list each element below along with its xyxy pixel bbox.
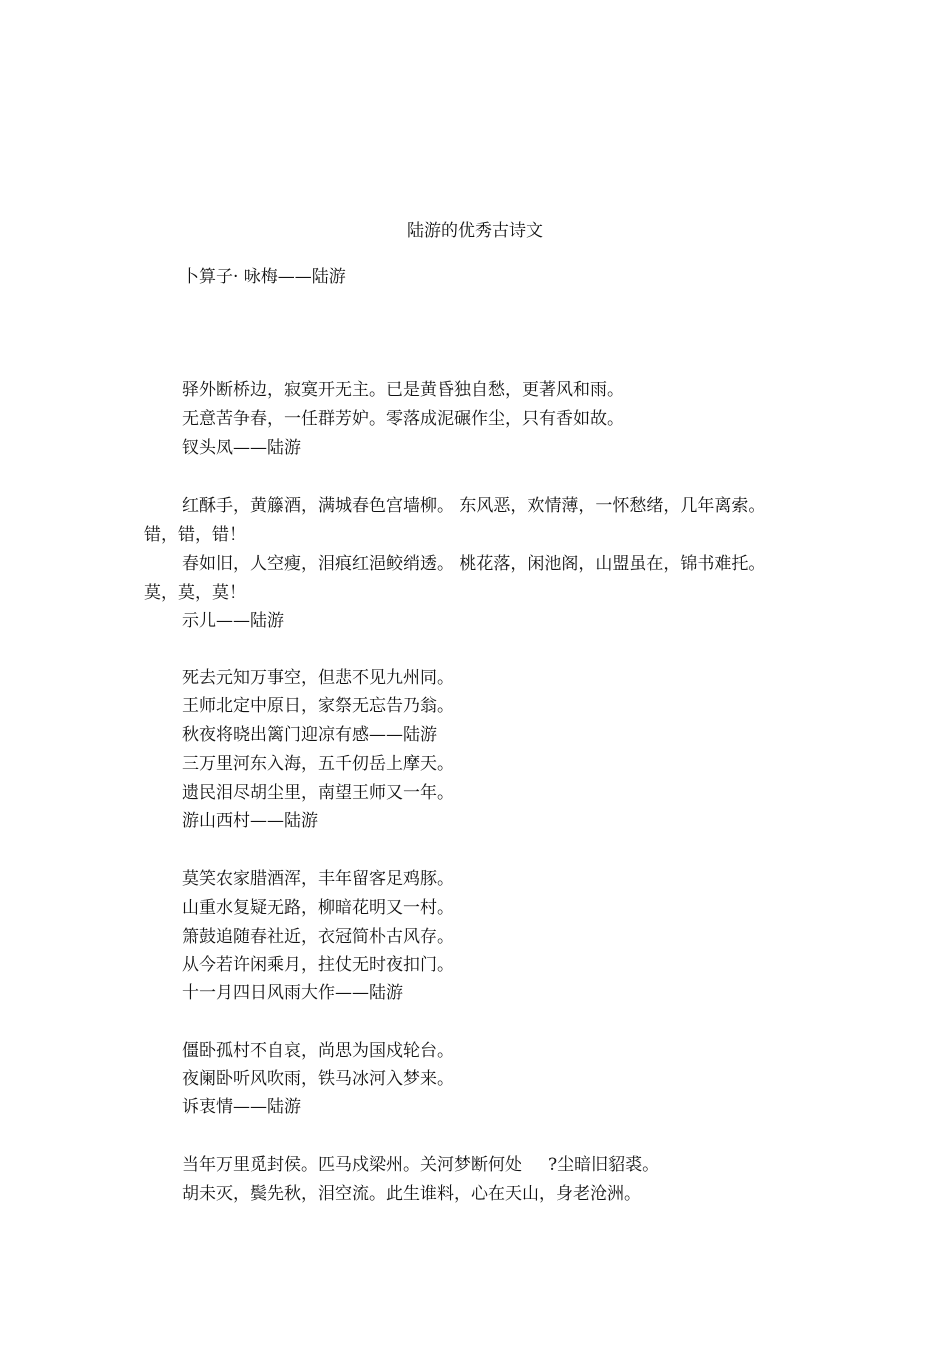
poem-line-continued: 莫，莫，莫！ (144, 583, 246, 603)
poem-line: 驿外断桥边，寂寞开无主。已是黄昏独自愁，更著风和雨。 (182, 380, 624, 400)
poem-line: 死去元知万事空，但悲不见九州同。 (182, 668, 454, 688)
poem-heading-buxuanzi: 卜算子· 咏梅——陆游 (182, 267, 346, 287)
poem-heading-youshanxicun: 游山西村——陆游 (182, 811, 318, 831)
poem-heading-chaitoufeng: 钗头凤——陆游 (182, 438, 301, 458)
poem-line: 无意苦争春，一任群芳妒。零落成泥碾作尘，只有香如故。 (182, 409, 624, 429)
poem-heading-suzhongqing: 诉衷情——陆游 (182, 1097, 301, 1117)
poem-line: 夜阑卧听风吹雨，铁马冰河入梦来。 (182, 1069, 454, 1089)
poem-line: 僵卧孤村不自哀，尚思为国戍轮台。 (182, 1041, 454, 1061)
poem-line: 莫笑农家腊酒浑，丰年留客足鸡豚。 (182, 869, 454, 889)
poem-line: 王师北定中原日，家祭无忘告乃翁。 (182, 696, 454, 716)
poem-heading-shiyiyue: 十一月四日风雨大作——陆游 (182, 983, 403, 1003)
document-title: 陆游的优秀古诗文 (407, 221, 543, 241)
poem-heading-shier: 示儿——陆游 (182, 611, 284, 631)
poem-line: 遗民泪尽胡尘里，南望王师又一年。 (182, 783, 454, 803)
poem-line: 红酥手，黄籐酒，满城春色宫墙柳。 东风恶，欢情薄，一怀愁绪，几年离索。 (182, 496, 766, 516)
poem-line: 春如旧，人空瘦，泪痕红浥鲛绡透。 桃花落，闲池阁，山盟虽在，锦书难托。 (182, 554, 766, 574)
poem-line: 三万里河东入海，五千仞岳上摩天。 (182, 754, 454, 774)
poem-line-part (182, 1152, 659, 1178)
poem-line: 从今若许闲乘月，拄仗无时夜扣门。 (182, 955, 454, 975)
poem-line: 山重水复疑无路，柳暗花明又一村。 (182, 898, 454, 918)
poem-line: 胡未灭，鬓先秋，泪空流。此生谁料，心在天山，身老沧洲。 (182, 1184, 641, 1204)
poem-line-continued: 错，错，错！ (144, 525, 246, 545)
poem-line: 箫鼓追随春社近，衣冠简朴古风存。 (182, 927, 454, 947)
poem-line-segment: ?尘暗旧貂裘。 (548, 1155, 660, 1175)
poem-heading-qiuye: 秋夜将晓出篱门迎凉有感——陆游 (182, 725, 437, 745)
poem-line-segment: 当年万里觅封侯。匹马戍梁州。关河梦断何处 (182, 1155, 522, 1175)
